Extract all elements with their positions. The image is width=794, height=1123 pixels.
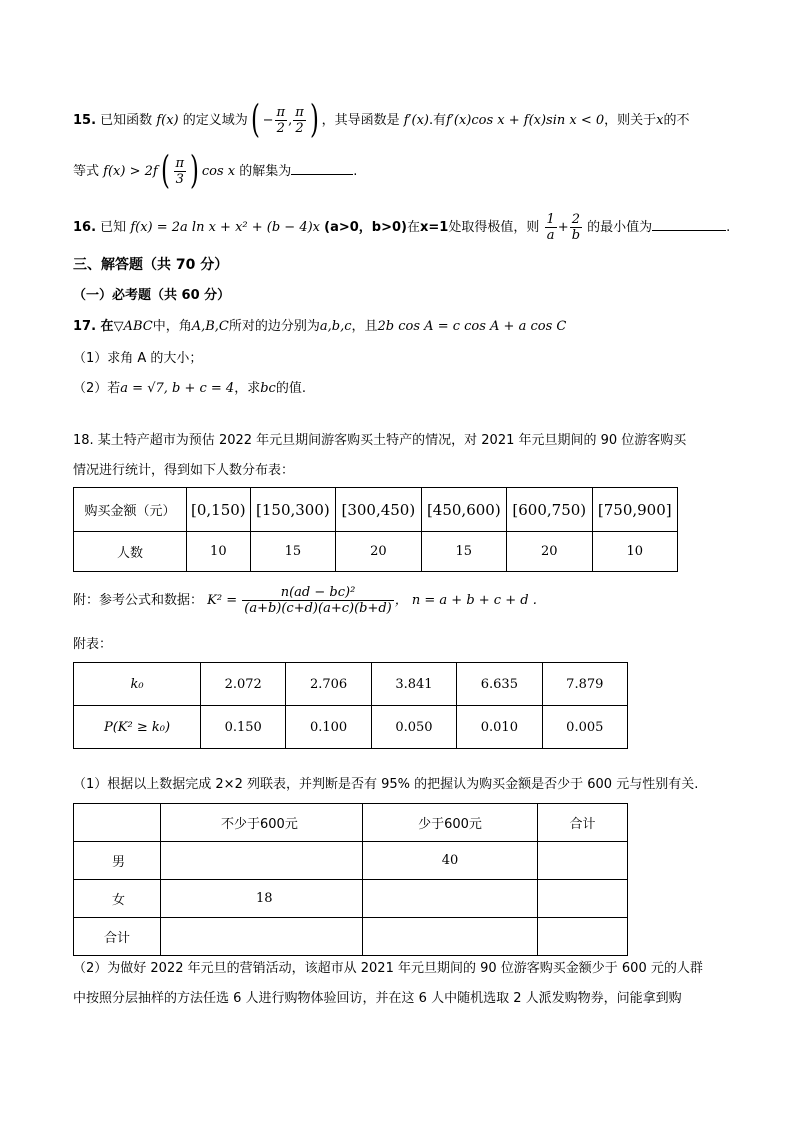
dist-count-cell: 15	[421, 532, 506, 572]
q17-equation: 2b cos A = c cos A + a cos C	[377, 319, 567, 334]
q18-part2-line1: （2）为做好 2022 年元旦的营销活动，该超市从 2021 年元旦期间的 90 位游客购买金额少于 600 元的人群	[73, 961, 703, 976]
q17-part2-b: ，求	[234, 381, 261, 396]
q15-ineq-open: (	[160, 147, 170, 192]
q15-text-a: 已知函数	[100, 113, 153, 128]
q15-cosx: cos x	[201, 164, 236, 179]
k-value-cell: 6.635	[457, 663, 542, 706]
dist-count-cell: 15	[250, 532, 335, 572]
dist-range-cell: [750,900]	[592, 488, 677, 532]
formula-fraction	[242, 585, 394, 616]
q15-pi-over-3: $\frac{\pi}{3}$	[175, 156, 185, 187]
q15-number: 15.	[73, 113, 97, 128]
q16-function: f(x) = 2a ln x + x² + (b − 4)x	[130, 220, 321, 235]
q16-condition: (a>0，b>0)	[324, 220, 407, 235]
q17-text-c: 所对的边分别为	[228, 319, 320, 334]
contingency-cell[interactable]	[363, 880, 538, 918]
q18-line2: 情况进行统计，得到如下人数分布表：	[73, 463, 295, 478]
q15-condition: f′(x)cos x + f(x)sin x < 0	[446, 113, 605, 128]
q16-frac-2b: $\frac{2}{b}$	[571, 212, 581, 243]
distribution-table	[73, 487, 678, 572]
q16-frac-1a: $\frac{1}{a}$	[546, 212, 555, 243]
q17-bc: bc	[260, 381, 276, 396]
k-value-cell: 3.841	[371, 663, 456, 706]
q16-text-a: 已知	[100, 220, 127, 235]
dist-row1-label: 购买金额（元）	[74, 488, 187, 532]
q15-close-paren: )	[309, 96, 319, 141]
contingency-cell[interactable]	[538, 842, 628, 880]
q15-text-d: .有	[428, 113, 447, 128]
contingency-cell[interactable]	[538, 880, 628, 918]
q17-part1: （1）求角 A 的大小；	[73, 351, 203, 366]
formula-numerator: n(ad − bc)²	[242, 585, 394, 601]
q15-line2	[73, 147, 358, 192]
q18-line1: 18. 某土特产超市为预估 2022 年元旦期间游客购买土特产的情况，对 2021 年元旦期间的 90 位游客购买	[73, 433, 687, 448]
dist-row-count	[74, 532, 678, 572]
dist-range-cell: [300,450)	[336, 488, 421, 532]
contingency-header-row	[74, 804, 628, 842]
p-value-cell: 0.005	[542, 706, 627, 749]
dist-count-cell: 10	[592, 532, 677, 572]
q15-text-c: ，其导函数是	[321, 113, 400, 128]
q15-ineq-close: )	[190, 147, 199, 192]
q17-text-d: ，且	[351, 319, 378, 334]
contingency-cell[interactable]	[538, 918, 628, 956]
q16-answer-blank[interactable]	[652, 216, 726, 231]
q15-end: .	[353, 164, 358, 179]
k-row-label: k₀	[74, 663, 201, 706]
k-value-cell: 7.879	[542, 663, 627, 706]
q16-line	[73, 208, 730, 248]
row-label: 男	[74, 842, 161, 880]
q15-frac-right: $\frac{\pi}{2}$	[295, 105, 304, 136]
q16-plus: +	[557, 220, 569, 235]
contingency-cell[interactable]: 40	[363, 842, 538, 880]
q16-text-b: 在	[407, 220, 421, 235]
contingency-header-empty	[74, 804, 161, 842]
k-row	[74, 663, 628, 706]
q15-frac-left: $\frac{\pi}{2}$	[276, 105, 286, 136]
q17-triangle: ▽ABC	[113, 319, 153, 334]
contingency-header-cell: 合计	[538, 804, 628, 842]
q15-text-l2a: 等式	[73, 164, 100, 179]
q16-end: .	[726, 220, 731, 235]
q17-text-a: 17. 在	[73, 319, 114, 334]
q15-open-paren: (	[250, 96, 260, 141]
dist-range-cell: [450,600)	[421, 488, 506, 532]
row-label: 女	[74, 880, 161, 918]
dist-row-amount	[74, 488, 678, 532]
q15-text-l2b: 的解集为	[239, 164, 292, 179]
formula-label: 附：参考公式和数据：	[73, 593, 204, 608]
q16-text-d: 的最小值为	[587, 220, 653, 235]
q17-part2-c: 的值.	[275, 381, 306, 396]
critical-value-table	[73, 662, 628, 749]
q17-part2	[73, 380, 306, 398]
q15-minus: −	[262, 113, 274, 128]
q15-answer-blank[interactable]	[291, 160, 353, 175]
formula-denominator: (a+b)(c+d)(a+c)(b+d)	[244, 601, 392, 616]
q17-text-b: 中，角	[152, 319, 192, 334]
p-value-cell: 0.100	[286, 706, 371, 749]
q15-fx: f(x)	[156, 113, 179, 128]
q15-fprime: f′(x)	[403, 113, 429, 128]
k-value-cell: 2.706	[286, 663, 371, 706]
contingency-table	[73, 803, 628, 956]
q17-part2-a: （2）若	[73, 381, 121, 396]
dist-count-cell: 10	[187, 532, 251, 572]
contingency-header-cell: 不少于600元	[161, 804, 363, 842]
q17-part2-math: a = √7, b + c = 4	[120, 381, 235, 396]
dist-count-cell: 20	[507, 532, 592, 572]
q17-angles: A,B,C	[191, 319, 229, 334]
formula-n-def: ， n = a + b + c + d .	[394, 593, 537, 608]
row-label: 合计	[74, 918, 161, 956]
contingency-row-total	[74, 918, 628, 956]
dist-range-cell: [0,150)	[187, 488, 251, 532]
q15-text-b: 的定义域为	[182, 113, 248, 128]
p-value-cell: 0.010	[457, 706, 542, 749]
q18-formula	[73, 578, 537, 624]
q15-comma: ,	[288, 113, 293, 128]
q17-line1	[73, 318, 566, 336]
section-3-heading: 三、解答题（共 70 分）	[73, 257, 229, 273]
formula-k2: K² =	[207, 593, 238, 608]
dist-count-cell: 20	[336, 532, 421, 572]
q16-text-c: 处取得极值，则	[448, 220, 540, 235]
contingency-cell[interactable]	[161, 842, 363, 880]
dist-range-cell: [150,300)	[250, 488, 335, 532]
p-value-cell: 0.050	[371, 706, 456, 749]
q15-line1	[73, 96, 690, 141]
q15-text-e: ，则关于	[604, 113, 657, 128]
q15-inequality: f(x) > 2f	[103, 164, 158, 179]
subsection-1-heading: （一）必考题（共 60 分）	[73, 288, 231, 303]
appendix-label: 附表：	[73, 637, 113, 652]
dist-range-cell: [600,750)	[507, 488, 592, 532]
contingency-cell[interactable]: 18	[161, 880, 363, 918]
q15-text-f: 的不	[663, 113, 690, 128]
q18-part1: （1）根据以上数据完成 2×2 列联表，并判断是否有 95% 的把握认为购买金额是否少于 600 元与性别有关.	[73, 777, 699, 792]
q18-part2-line2: 中按照分层抽样的方法任选 6 人进行购物体验回访，并在这 6 人中随机选取 2 人派发购物券，问能拿到购	[73, 991, 682, 1006]
q15-x: x	[656, 113, 664, 128]
contingency-cell[interactable]	[161, 918, 363, 956]
contingency-cell[interactable]	[363, 918, 538, 956]
q16-number: 16.	[73, 220, 97, 235]
k-value-cell: 2.072	[201, 663, 286, 706]
contingency-row-male	[74, 842, 628, 880]
p-row	[74, 706, 628, 749]
contingency-header-cell: 少于600元	[363, 804, 538, 842]
p-value-cell: 0.150	[201, 706, 286, 749]
p-row-label: P(K² ≥ k₀)	[74, 706, 201, 749]
dist-row2-label: 人数	[74, 532, 187, 572]
q17-sides: a,b,c	[319, 319, 352, 334]
contingency-row-female	[74, 880, 628, 918]
q16-xeq: x=1	[420, 220, 449, 235]
